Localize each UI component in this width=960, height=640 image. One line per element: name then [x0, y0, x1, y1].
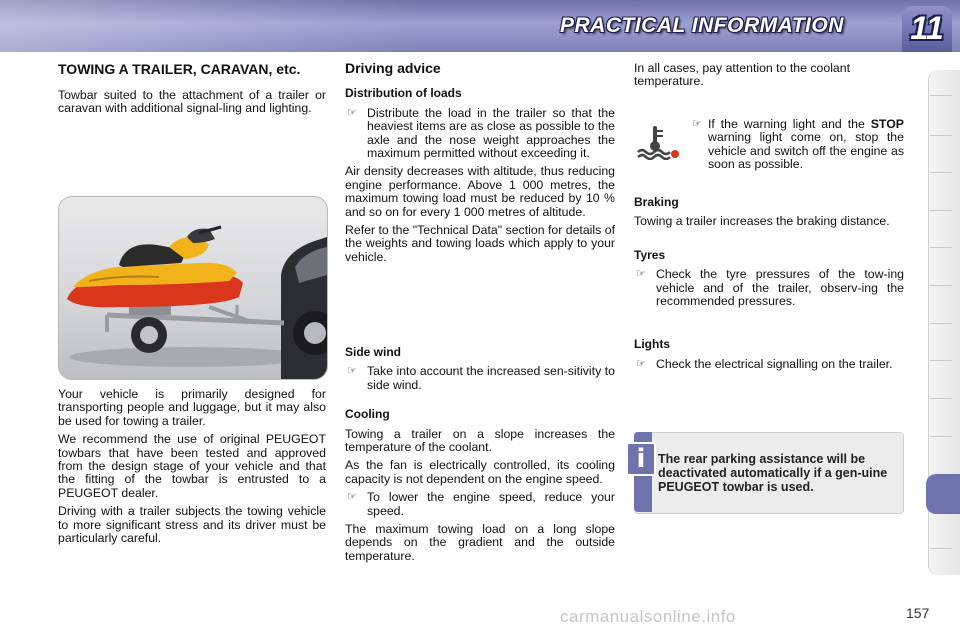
- bullet-distribution: [345, 107, 615, 161]
- stop-label: STOP: [870, 117, 904, 131]
- bullet-text: Take into account the increased sen-sitivity to side wind.: [367, 364, 615, 392]
- jetski-trailer-illustration: [59, 197, 327, 379]
- watermark: carmanualsonline.info: [560, 607, 736, 626]
- altitude-paragraph: Air density decreases with altitude, thus reducing engine performance. Above 1 000 metres, the maximum towing load must be reduced by 10 % and so on for every 1 000 metres of altitude.: [345, 164, 615, 219]
- subheading-braking: Braking: [634, 195, 679, 209]
- towing-paragraph: Driving with a trailer subjects the towing vehicle to more significant stress and its driver must be particularly careful.: [58, 504, 326, 546]
- column-towing-body: [58, 388, 326, 550]
- column-braking-tyres-lights: [634, 196, 904, 376]
- warning-text-pre: If the warning light and the: [708, 117, 871, 131]
- index-divider: [930, 436, 952, 437]
- coolant-temperature-warning-icon: [636, 124, 680, 160]
- towing-intro: Towbar suited to the attachment of a trailer or caravan with additional signal-ling and lighting.: [58, 88, 326, 116]
- bullet-warning-light: [690, 118, 904, 177]
- index-divider: [930, 548, 952, 549]
- braking-text: Towing a trailer increases the braking distance.: [634, 214, 890, 229]
- pointing-hand-icon: ☞: [347, 491, 357, 504]
- index-divider: [930, 135, 952, 136]
- coolant-intro: In all cases, pay attention to the coolant temperature.: [634, 61, 851, 89]
- bullet-text: Check the electrical signalling on the trailer.: [656, 356, 893, 371]
- pointing-hand-icon: ☞: [636, 268, 646, 281]
- index-divider: [930, 398, 952, 399]
- page-number: 157: [906, 605, 930, 621]
- bullet-tyres: [634, 268, 904, 308]
- warning-bullet-body: [690, 118, 904, 172]
- index-divider: [930, 360, 952, 361]
- column-driving-advice: [345, 62, 615, 269]
- technical-data-paragraph: Refer to the "Technical Data" section for details of the weights and towing loads which apply to your vehicle.: [345, 223, 615, 264]
- bullet-side-wind: [345, 365, 615, 392]
- column-coolant: [634, 62, 904, 94]
- pointing-hand-icon: ☞: [692, 118, 702, 130]
- bullet-text: Check the tyre pressures of the tow-ing vehicle and of the trailer, observ-ing the recommended pressures.: [656, 267, 904, 309]
- pointing-hand-icon: ☞: [347, 365, 357, 378]
- cooling-paragraph: Towing a trailer on a slope increases the temperature of the coolant.: [345, 426, 615, 455]
- cooling-paragraph: As the fan is electrically controlled, its cooling capacity is not dependent on the engine speed.: [345, 458, 615, 486]
- towing-paragraph: Your vehicle is primarily designed for transporting people and luggage, but it may also be used for towing a trailer.: [58, 387, 326, 428]
- bullet-cooling: [345, 491, 615, 518]
- index-divider: [930, 247, 952, 248]
- subheading-side-wind: Side wind: [345, 345, 402, 359]
- index-divider: [930, 323, 952, 324]
- index-divider: [930, 172, 952, 173]
- subheading-tyres: Tyres: [634, 247, 666, 262]
- trailer-jetski-photo: [58, 196, 328, 380]
- pointing-hand-icon: ☞: [347, 106, 357, 119]
- section-heading-towing: TOWING A TRAILER, CARAVAN, etc.: [58, 61, 301, 77]
- warning-text-post: warning light come on, stop the vehicle and switch off the engine as soon as possible.: [708, 130, 904, 172]
- info-note-text: The rear parking assistance will be deactivated automatically if a gen-uine PEUGEOT towbar is used.: [658, 452, 888, 494]
- chapter-index-active-tab[interactable]: [926, 474, 960, 514]
- column-driving-advice-lower: [345, 346, 615, 568]
- index-divider: [930, 210, 952, 211]
- subheading-distribution: Distribution of loads: [345, 86, 462, 101]
- subheading-lights: Lights: [634, 337, 670, 352]
- towing-paragraph: We recommend the use of original PEUGEOT towbars that have been tested and approved from the design stage of your vehicle and that the fitting of the towbar is entrusted to a PEUGEOT dealer.: [58, 432, 326, 500]
- page-title: PRACTICAL INFORMATION: [560, 14, 844, 37]
- info-icon: i: [626, 442, 656, 476]
- bullet-text: To lower the engine speed, reduce your speed.: [367, 490, 615, 518]
- section-heading-driving-advice: Driving advice: [345, 60, 441, 76]
- column-towing: [58, 62, 326, 121]
- index-divider: [930, 95, 952, 96]
- cooling-paragraph: The maximum towing load on a long slope depends on the gradient and the outside temperature.: [345, 522, 615, 563]
- chapter-number: 11: [910, 10, 944, 46]
- bullet-text: Distribute the load in the trailer so that the heaviest items are as close as possible to the axle and the nose weight approaches the maximum permitted without exceeding it.: [367, 105, 615, 161]
- pointing-hand-icon: ☞: [636, 357, 646, 370]
- header-fade: [0, 0, 420, 52]
- bullet-lights: [634, 358, 904, 371]
- index-divider: [930, 285, 952, 286]
- subheading-cooling: Cooling: [345, 407, 390, 422]
